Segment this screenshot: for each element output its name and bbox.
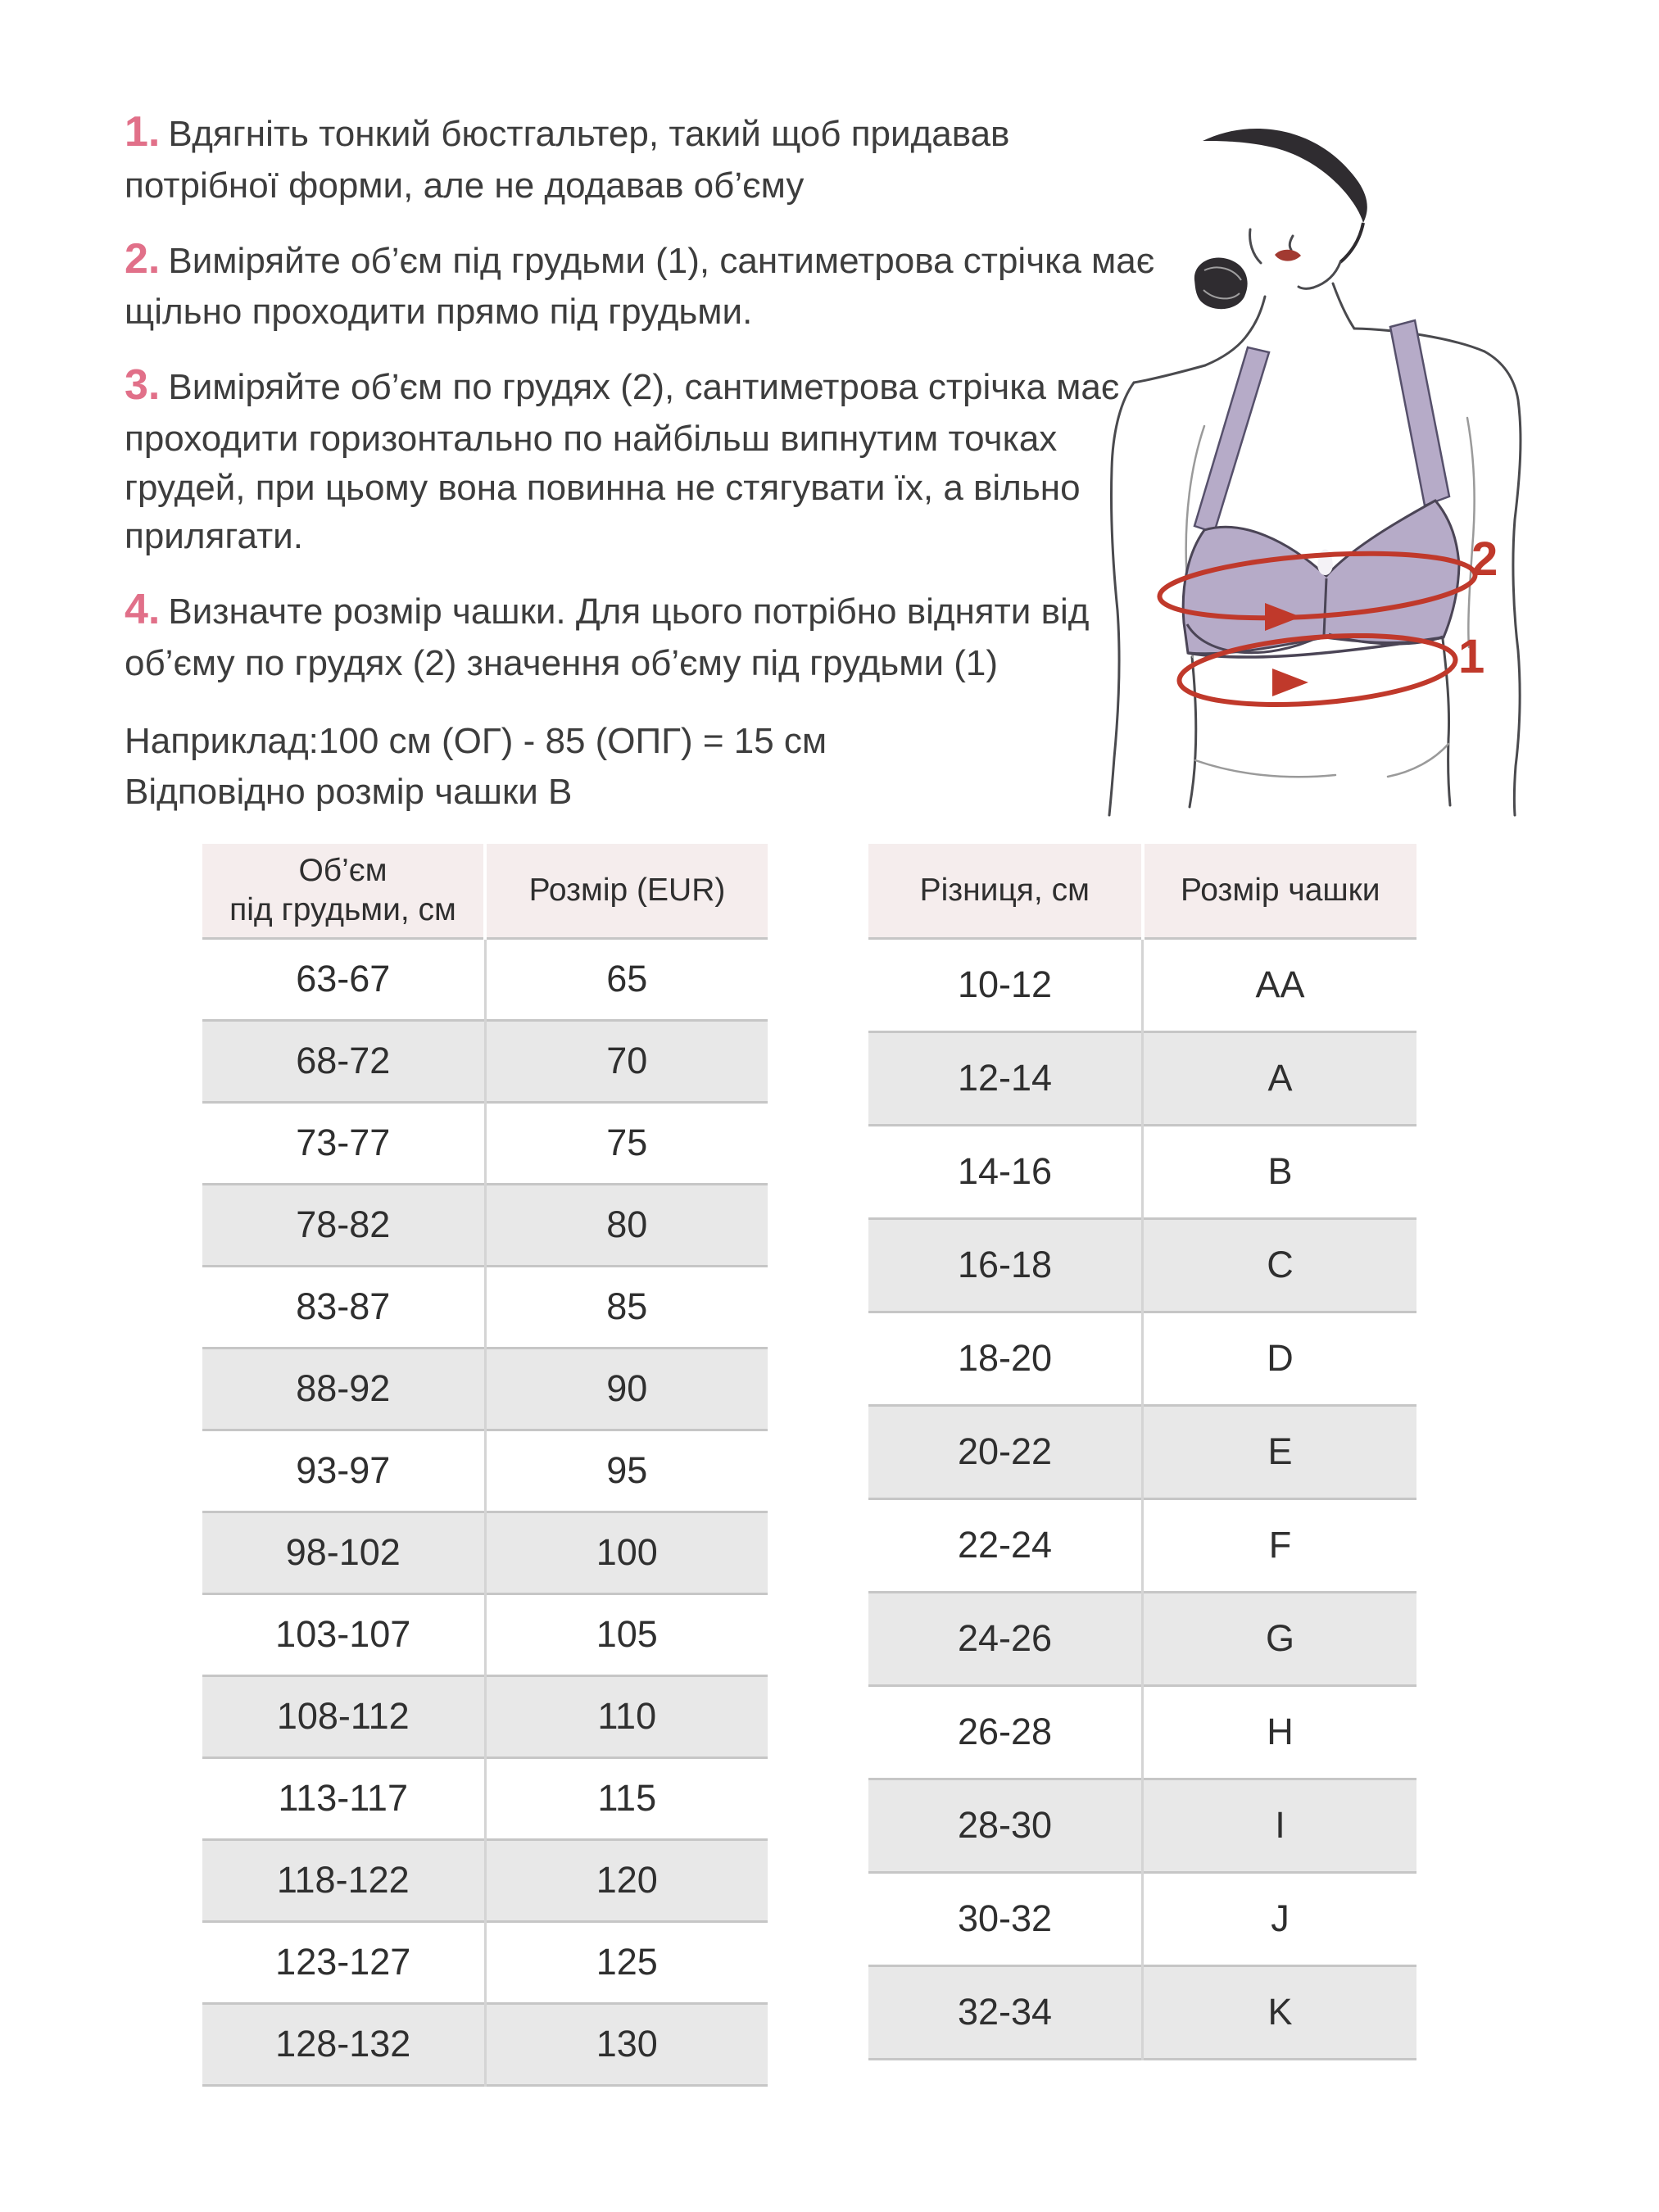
table-row <box>868 1498 1416 1592</box>
hair-bun <box>1194 257 1248 309</box>
band-table-body <box>202 938 768 2085</box>
table-row <box>868 1872 1416 1965</box>
table-cell: 28-30 <box>957 1804 1053 1846</box>
table-cell: H <box>1143 1685 1417 1779</box>
table-cell: 12-14 <box>957 1057 1053 1099</box>
band-header-size: Розмір (EUR) <box>485 844 768 938</box>
table-row <box>868 1125 1416 1218</box>
table-cell: 30-32 <box>957 1897 1053 1939</box>
table-cell: J <box>1143 1872 1417 1965</box>
table-cell: B <box>1143 1125 1417 1218</box>
bra-cups <box>1183 501 1459 654</box>
table-row <box>202 1921 768 2003</box>
table-cell: 10-12 <box>957 963 1053 1005</box>
bra-strap-left <box>1194 347 1269 533</box>
table-row <box>202 2003 768 2085</box>
instruction-number: 4. <box>125 586 161 634</box>
table-cell: 24-26 <box>957 1617 1053 1659</box>
table-cell: 123-127 <box>275 1941 411 1983</box>
table-cell: 20-22 <box>957 1430 1053 1472</box>
face <box>1250 229 1340 288</box>
table-row <box>868 1965 1416 2059</box>
table-cell: 100 <box>485 1512 768 1593</box>
cup-header-cupsize: Розмір чашки <box>1143 844 1417 938</box>
band-table-header <box>202 844 768 938</box>
table-cell: F <box>1143 1498 1417 1592</box>
table-cell: 63-67 <box>296 958 391 999</box>
table-row <box>202 1266 768 1348</box>
band-header-underbust <box>202 844 485 938</box>
table-row <box>202 1102 768 1184</box>
table-cell: 78-82 <box>296 1203 391 1245</box>
table-row <box>202 938 768 1020</box>
header-row <box>202 844 768 938</box>
instruction-text: Виміряйте об’єм під грудьми (1), сантиметрова стрічка має щільно проходити прямо під грудьми. <box>125 240 1155 333</box>
hair <box>1194 129 1367 309</box>
table-row <box>202 1839 768 1921</box>
table-cell: 32-34 <box>957 1991 1053 2033</box>
table-row <box>202 1675 768 1757</box>
table-cell: 103-107 <box>275 1613 411 1655</box>
instruction-item <box>125 356 1158 561</box>
label-underbust: 1 <box>1458 630 1485 683</box>
table-cell: 98-102 <box>285 1531 401 1573</box>
table-cell: A <box>1143 1031 1417 1125</box>
table-row <box>202 1757 768 1839</box>
table-cell: 68-72 <box>296 1040 391 1081</box>
example-line-2: Відповідно розмір чашки В <box>125 772 573 813</box>
table-cell: 85 <box>485 1266 768 1348</box>
table-cell: K <box>1143 1965 1417 2059</box>
table-cell: 93-97 <box>296 1449 391 1491</box>
table-cell: 108-112 <box>276 1695 410 1737</box>
table-cell: 113-117 <box>278 1777 408 1819</box>
table-cell: 125 <box>485 1921 768 2003</box>
table-cell: 130 <box>485 2003 768 2085</box>
table-cell: 14-16 <box>957 1150 1053 1192</box>
underbust-arrowhead-icon <box>1272 669 1308 696</box>
table-cell: I <box>1143 1779 1417 1872</box>
table-row <box>202 1184 768 1266</box>
table-cell: 105 <box>485 1593 768 1675</box>
table-row <box>868 1312 1416 1405</box>
table-row <box>868 1592 1416 1685</box>
bra <box>1183 320 1459 657</box>
table-row <box>202 1512 768 1593</box>
instruction-number: 3. <box>125 361 161 410</box>
table-cell: 83-87 <box>296 1285 391 1327</box>
table-cell: C <box>1143 1218 1417 1312</box>
table-cell: 120 <box>485 1839 768 1921</box>
table-row <box>202 1020 768 1102</box>
header-line: Об’єм <box>298 853 388 889</box>
table-row <box>202 1348 768 1430</box>
cup-table-body <box>868 938 1416 2059</box>
bra-strap-right <box>1390 320 1449 505</box>
table-cell: D <box>1143 1312 1417 1405</box>
instruction-item <box>125 581 1158 688</box>
instruction-text: Вдягніть тонкий бюстгальтер, такий щоб придавав потрібної форми, але не додавав об’єму <box>125 114 1010 206</box>
instruction-item <box>125 230 1158 338</box>
table-row <box>868 938 1416 1031</box>
cup-size-table <box>868 844 1416 2060</box>
table-cell: 73-77 <box>296 1122 391 1163</box>
body-outline <box>1109 283 1521 815</box>
table-row <box>868 1685 1416 1779</box>
measurement-illustration <box>1081 74 1659 823</box>
table-cell: 16-18 <box>957 1244 1053 1285</box>
table-row <box>202 1430 768 1512</box>
instruction-number: 2. <box>125 234 161 283</box>
instruction-text: Виміряйте об’єм по грудях (2), сантиметрова стрічка має проходити горизонтально по найбільш випнутим точках грудей, при цьому вона повинна не стягувати їх, а вільно прилягати. <box>125 367 1120 557</box>
cup-header-difference: Різниця, см <box>868 844 1143 938</box>
table-cell: 115 <box>485 1757 768 1839</box>
table-cell: 128-132 <box>275 2023 411 2065</box>
table-cell: 80 <box>485 1184 768 1266</box>
instruction-item <box>125 103 1158 211</box>
label-bust: 2 <box>1471 533 1498 586</box>
instruction-text: Визначте розмір чашки. Для цього потрібно відняти від об’єму по грудях (2) значення об’єму під грудьми (1) <box>125 592 1090 684</box>
lips <box>1275 250 1301 261</box>
table-cell: 22-24 <box>957 1524 1053 1566</box>
table-row <box>868 1031 1416 1125</box>
instructions-block <box>125 103 1158 818</box>
table-cell: 18-20 <box>957 1337 1053 1379</box>
example-line-1: Наприклад:100 см (ОГ) - 85 (ОПГ) = 15 см <box>125 720 827 761</box>
woman-sketch <box>1081 74 1659 823</box>
table-row <box>868 1779 1416 1872</box>
table-row <box>202 1593 768 1675</box>
table-cell: 88-92 <box>296 1367 391 1409</box>
table-cell: AA <box>1143 938 1417 1031</box>
table-cell: E <box>1143 1405 1417 1498</box>
table-cell: 95 <box>485 1430 768 1512</box>
table-cell: 90 <box>485 1348 768 1430</box>
header-line: під грудьми, см <box>229 891 456 927</box>
table-cell: 65 <box>485 938 768 1020</box>
table-cell: 26-28 <box>957 1711 1053 1752</box>
band-size-table <box>202 844 768 2087</box>
header-row <box>868 844 1416 938</box>
cup-table-header <box>868 844 1416 938</box>
table-cell: 110 <box>485 1675 768 1757</box>
table-cell: 118-122 <box>276 1859 410 1901</box>
table-cell: 70 <box>485 1020 768 1102</box>
table-row <box>868 1218 1416 1312</box>
table-row <box>868 1405 1416 1498</box>
instruction-number: 1. <box>125 108 161 156</box>
table-cell: G <box>1143 1592 1417 1685</box>
table-cell: 75 <box>485 1102 768 1184</box>
